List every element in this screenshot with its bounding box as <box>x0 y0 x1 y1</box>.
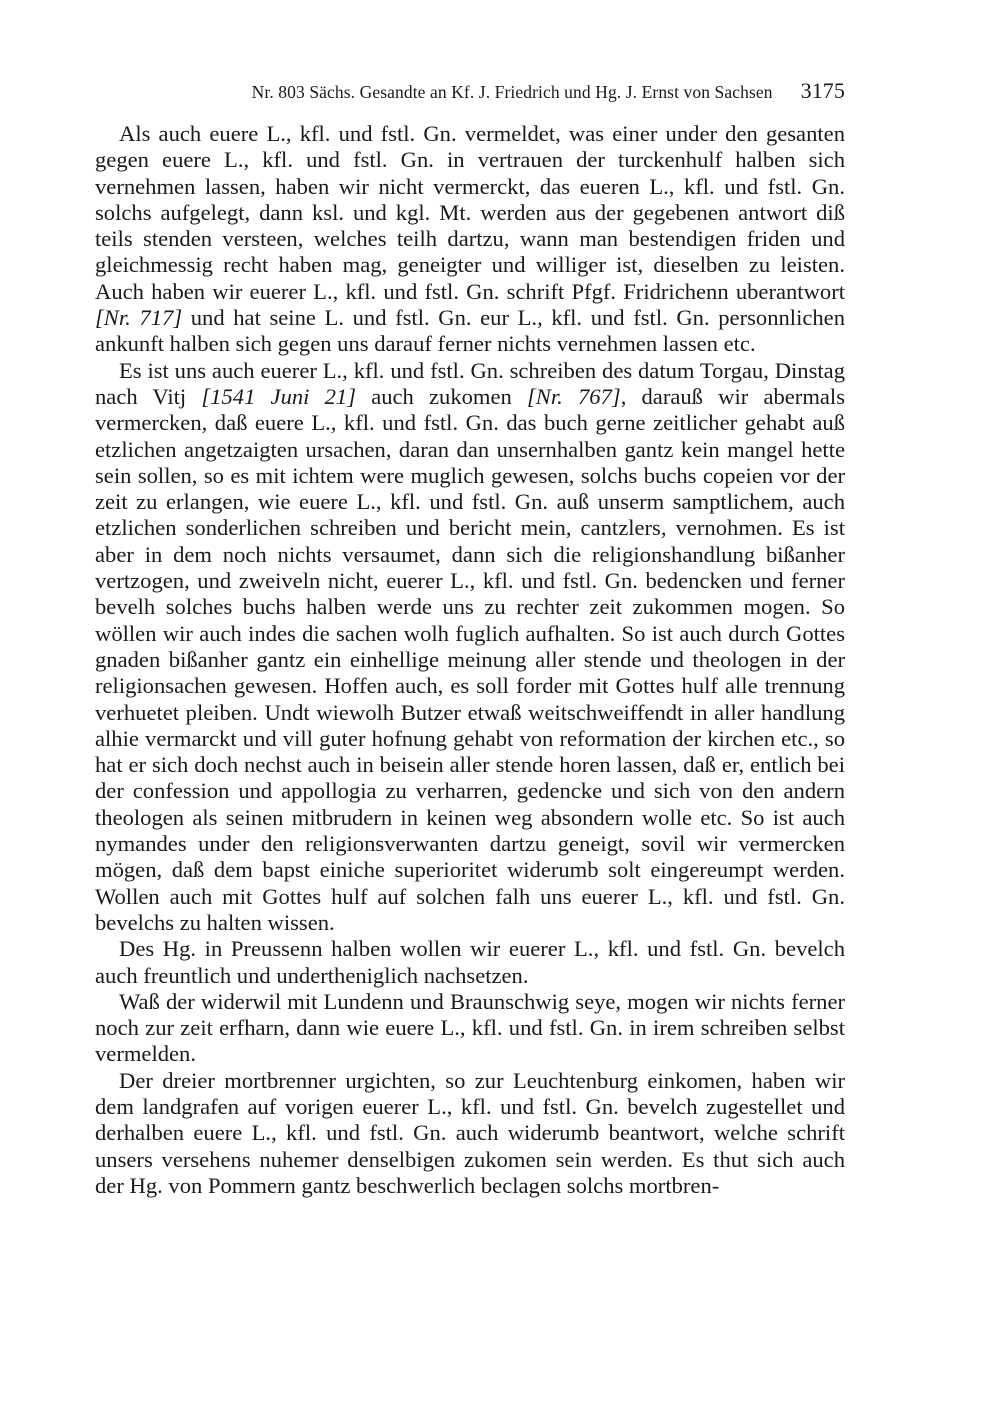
paragraph <box>95 936 845 989</box>
paragraph-text: , darauß wir abermals vermercken, daß euere L., kfl. und fstl. Gn. das buch gerne zeitlicher gehabt auß etzlichen angetzaigten ursachen, daran dan unsernhalben gantz kein mangel hette sein sollen, so es mit ichtem were muglich gewesen, solchs buchs copeien vor der zeit zu erlangen, wie euere L., kfl. und fstl. Gn. auß unserm samptlichem, auch etzlichen sonderlichen schreiben und bericht mein, cantzlers, vernohmen. Es ist aber in dem noch nichts versaumet, dann sich die religionshandlung bißanher vertzogen, und zweiveln nicht, euerer L., kfl. und fstl. Gn. bedencken und ferner bevelh solches buchs halben werde uns zu rechter zeit zukommen mogen. So wöllen wir auch indes die sachen wolh fuglich aufhalten. So ist auch durch Gottes gnaden bißanher gantz ein einhellige meinung aller stende und theologen in der religionsachen gewesen. Hoffen auch, es soll forder mit Gottes hulf alle trennung verhuetet pleiben. Undt wiewolh Butzer etwaß weitschweiffendt in aller handlung alhie vermarckt und vill guter hofnung gehabt von reformation der kirchen etc., so hat er sich doch nechst auch in beisein aller stende horen lassen, daß er, entlich bei der confession und appollogia zu verharren, gedencke und sich von den andern theologen als seinen mitbrudern in keinen weg absondern wolle etc. So ist auch nymandes under den religionsverwanten dartzu geneigt, sovil wir vermercken mögen, daß dem bapst einiche superioritet widerumb solt eingereumpt werden. Wollen auch mit Gottes hulf auf solchen falh uns euerer L., kfl. und fstl. Gn. bevelchs zu halten wissen. <box>95 383 846 935</box>
editorial-reference: [1541 Juni 21] <box>201 383 357 409</box>
paragraph <box>95 358 845 937</box>
editorial-reference: [Nr. 717] <box>95 305 183 331</box>
paragraph-text: und hat seine L. und fstl. Gn. eur L., kfl. und fstl. Gn. personnlichen ankunft halben sich gegen uns darauf ferner nichts vernehmen lassen etc. <box>95 305 845 357</box>
paragraph <box>95 121 845 358</box>
paragraph <box>95 1068 845 1199</box>
paragraph-text: Es ist uns auch euerer L., kfl. und fstl. Gn. schreiben des datum Torgau, Dinstag nach Vitj <box>95 357 845 409</box>
body-text <box>95 121 845 1199</box>
paragraph <box>95 989 845 1068</box>
paragraph-text: Der dreier mortbrenner urgichten, so zur Leuchtenburg einkomen, haben wir dem landgrafen auf vorigen euerer L., kfl. und fstl. Gn. bevelch zugestellet und derhalben euere L., kfl. und fstl. Gn. auch widerumb beantwort, welche schrift unsers versehens nuhemer denselbigen zukomen sein werden. Es thut sich auch der Hg. von Pommern gantz beschwerlich beclagen solchs mortbren- <box>95 1067 845 1198</box>
paragraph-text: Als auch euere L., kfl. und fstl. Gn. vermeldet, was einer under den gesanten gegen euere L., kfl. und fstl. Gn. in vertrauen der turckenhulf halben sich vernehmen lassen, haben wir nicht vermerckt, das eueren L., kfl. und fstl. Gn. solchs aufgelegt, dann ksl. und kgl. Mt. werden aus der gegebenen antwort diß teils stenden versteen, welches teilh dartzu, wann man bestendigen friden und gleichmessig recht haben mag, geneigter und williger ist, dieselben zu leisten. Auch haben wir euerer L., kfl. und fstl. Gn. schrift Pfgf. Fridrichenn uberantwort <box>95 121 845 304</box>
document-page <box>95 78 845 1199</box>
paragraph-text: auch zukomen <box>356 383 528 409</box>
running-header <box>95 78 845 108</box>
running-title: Nr. 803 Sächs. Gesandte an Kf. J. Friedrich und Hg. J. Ernst von Sachsen <box>251 82 773 102</box>
page-number: 3175 <box>800 78 845 103</box>
paragraph-text: Waß der widerwil mit Lundenn und Braunschwig seye, mogen wir nichts ferner noch zur zeit erfharn, dann wie euere L., kfl. und fstl. Gn. in irem schreiben selbst vermelden. <box>95 988 845 1067</box>
paragraph-text: Des Hg. in Preussenn halben wollen wir euerer L., kfl. und fstl. Gn. bevelch auch freuntlich und undertheniglich nachsetzen. <box>95 936 845 988</box>
editorial-reference: [Nr. 767] <box>527 383 621 409</box>
